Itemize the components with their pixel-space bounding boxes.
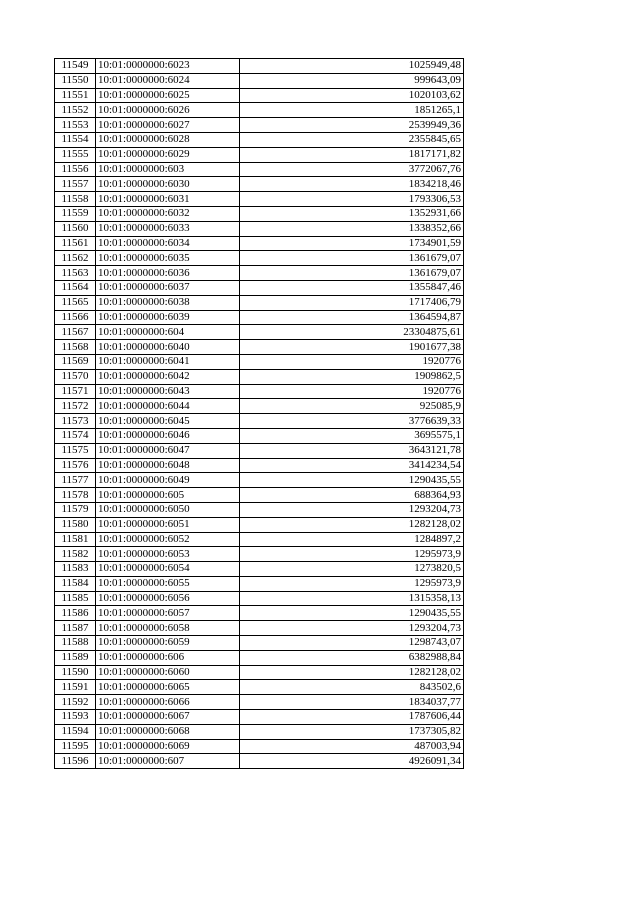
cadastral-value-cell: 1290435,55 xyxy=(240,473,464,488)
cadastral-value-cell: 1315358,13 xyxy=(240,591,464,606)
row-number-cell: 11554 xyxy=(55,132,96,147)
cadastral-number-cell: 10:01:0000000:6031 xyxy=(96,192,240,207)
cadastral-value-cell: 1298743,07 xyxy=(240,636,464,651)
row-number-cell: 11553 xyxy=(55,118,96,133)
row-number-cell: 11596 xyxy=(55,754,96,769)
table-row xyxy=(55,739,464,754)
cadastral-number-cell: 10:01:0000000:6049 xyxy=(96,473,240,488)
table-row xyxy=(55,710,464,725)
table-row xyxy=(55,88,464,103)
cadastral-number-cell: 10:01:0000000:6057 xyxy=(96,606,240,621)
row-number-cell: 11556 xyxy=(55,162,96,177)
cadastral-value-cell: 1352931,66 xyxy=(240,206,464,221)
table-row xyxy=(55,295,464,310)
cadastral-number-cell: 10:01:0000000:6023 xyxy=(96,59,240,74)
table-row xyxy=(55,562,464,577)
table-row xyxy=(55,280,464,295)
table-row xyxy=(55,73,464,88)
cadastral-number-cell: 10:01:0000000:6045 xyxy=(96,414,240,429)
table-row xyxy=(55,369,464,384)
table-row xyxy=(55,532,464,547)
row-number-cell: 11577 xyxy=(55,473,96,488)
table-row xyxy=(55,547,464,562)
cadastral-value-cell: 1817171,82 xyxy=(240,147,464,162)
cadastral-value-cell: 1338352,66 xyxy=(240,221,464,236)
cadastral-number-cell: 10:01:0000000:604 xyxy=(96,325,240,340)
row-number-cell: 11595 xyxy=(55,739,96,754)
cadastral-value-cell: 1282128,02 xyxy=(240,665,464,680)
row-number-cell: 11567 xyxy=(55,325,96,340)
cadastral-value-cell: 3776639,33 xyxy=(240,414,464,429)
cadastral-value-cell: 1717406,79 xyxy=(240,295,464,310)
table-row xyxy=(55,650,464,665)
cadastral-value-cell: 925085,9 xyxy=(240,399,464,414)
row-number-cell: 11570 xyxy=(55,369,96,384)
row-number-cell: 11551 xyxy=(55,88,96,103)
cadastral-number-cell: 10:01:0000000:6047 xyxy=(96,443,240,458)
row-number-cell: 11555 xyxy=(55,147,96,162)
table-row xyxy=(55,591,464,606)
row-number-cell: 11549 xyxy=(55,59,96,74)
table-row xyxy=(55,488,464,503)
row-number-cell: 11593 xyxy=(55,710,96,725)
row-number-cell: 11550 xyxy=(55,73,96,88)
row-number-cell: 11587 xyxy=(55,621,96,636)
row-number-cell: 11568 xyxy=(55,340,96,355)
table-row xyxy=(55,132,464,147)
cadastral-number-cell: 10:01:0000000:6036 xyxy=(96,266,240,281)
cadastral-number-cell: 10:01:0000000:6030 xyxy=(96,177,240,192)
row-number-cell: 11582 xyxy=(55,547,96,562)
cadastral-number-cell: 10:01:0000000:6035 xyxy=(96,251,240,266)
cadastral-value-cell: 3772067,76 xyxy=(240,162,464,177)
cadastral-value-cell: 3643121,78 xyxy=(240,443,464,458)
cadastral-value-cell: 688364,93 xyxy=(240,488,464,503)
cadastral-value-cell: 3695575,1 xyxy=(240,428,464,443)
row-number-cell: 11591 xyxy=(55,680,96,695)
cadastral-number-cell: 10:01:0000000:6044 xyxy=(96,399,240,414)
cadastral-number-cell: 10:01:0000000:6051 xyxy=(96,517,240,532)
row-number-cell: 11594 xyxy=(55,724,96,739)
row-number-cell: 11581 xyxy=(55,532,96,547)
table-row xyxy=(55,695,464,710)
table-row xyxy=(55,665,464,680)
cadastral-value-table xyxy=(54,58,464,769)
cadastral-value-cell: 1295973,9 xyxy=(240,547,464,562)
row-number-cell: 11586 xyxy=(55,606,96,621)
row-number-cell: 11573 xyxy=(55,414,96,429)
table-row xyxy=(55,621,464,636)
row-number-cell: 11558 xyxy=(55,192,96,207)
cadastral-number-cell: 10:01:0000000:6029 xyxy=(96,147,240,162)
cadastral-number-cell: 10:01:0000000:6037 xyxy=(96,280,240,295)
row-number-cell: 11574 xyxy=(55,428,96,443)
cadastral-value-cell: 1295973,9 xyxy=(240,576,464,591)
cadastral-number-cell: 10:01:0000000:6054 xyxy=(96,562,240,577)
table-row xyxy=(55,502,464,517)
row-number-cell: 11580 xyxy=(55,517,96,532)
cadastral-number-cell: 10:01:0000000:6041 xyxy=(96,354,240,369)
table-row xyxy=(55,310,464,325)
cadastral-value-cell: 6382988,84 xyxy=(240,650,464,665)
cadastral-number-cell: 10:01:0000000:6032 xyxy=(96,206,240,221)
cadastral-number-cell: 10:01:0000000:6060 xyxy=(96,665,240,680)
row-number-cell: 11566 xyxy=(55,310,96,325)
cadastral-value-cell: 1282128,02 xyxy=(240,517,464,532)
cadastral-number-cell: 10:01:0000000:6033 xyxy=(96,221,240,236)
cadastral-number-cell: 10:01:0000000:6028 xyxy=(96,132,240,147)
cadastral-number-cell: 10:01:0000000:603 xyxy=(96,162,240,177)
table-row xyxy=(55,236,464,251)
cadastral-number-cell: 10:01:0000000:6053 xyxy=(96,547,240,562)
table-row xyxy=(55,103,464,118)
cadastral-value-cell: 1834218,46 xyxy=(240,177,464,192)
table-row xyxy=(55,414,464,429)
table-row xyxy=(55,340,464,355)
cadastral-number-cell: 10:01:0000000:6055 xyxy=(96,576,240,591)
cadastral-value-cell: 1734901,59 xyxy=(240,236,464,251)
cadastral-number-cell: 10:01:0000000:607 xyxy=(96,754,240,769)
cadastral-number-cell: 10:01:0000000:6042 xyxy=(96,369,240,384)
row-number-cell: 11565 xyxy=(55,295,96,310)
cadastral-number-cell: 10:01:0000000:6039 xyxy=(96,310,240,325)
row-number-cell: 11572 xyxy=(55,399,96,414)
cadastral-number-cell: 10:01:0000000:6068 xyxy=(96,724,240,739)
cadastral-number-cell: 10:01:0000000:6046 xyxy=(96,428,240,443)
table-body xyxy=(55,59,464,769)
table-row xyxy=(55,606,464,621)
cadastral-number-cell: 10:01:0000000:6024 xyxy=(96,73,240,88)
row-number-cell: 11561 xyxy=(55,236,96,251)
cadastral-value-cell: 1361679,07 xyxy=(240,251,464,266)
table-row xyxy=(55,473,464,488)
table-row xyxy=(55,724,464,739)
table-row xyxy=(55,177,464,192)
cadastral-value-cell: 1364594,87 xyxy=(240,310,464,325)
cadastral-number-cell: 10:01:0000000:6034 xyxy=(96,236,240,251)
cadastral-value-cell: 1273820,5 xyxy=(240,562,464,577)
table-row xyxy=(55,458,464,473)
cadastral-value-cell: 1293204,73 xyxy=(240,621,464,636)
cadastral-number-cell: 10:01:0000000:6026 xyxy=(96,103,240,118)
table-row xyxy=(55,221,464,236)
cadastral-value-cell: 1834037,77 xyxy=(240,695,464,710)
cadastral-value-cell: 843502,6 xyxy=(240,680,464,695)
row-number-cell: 11579 xyxy=(55,502,96,517)
cadastral-number-cell: 10:01:0000000:6058 xyxy=(96,621,240,636)
table-row xyxy=(55,428,464,443)
cadastral-number-cell: 10:01:0000000:6027 xyxy=(96,118,240,133)
cadastral-number-cell: 10:01:0000000:6038 xyxy=(96,295,240,310)
row-number-cell: 11584 xyxy=(55,576,96,591)
cadastral-number-cell: 10:01:0000000:6025 xyxy=(96,88,240,103)
table-row xyxy=(55,680,464,695)
cadastral-value-cell: 1290435,55 xyxy=(240,606,464,621)
cadastral-value-cell: 1901677,38 xyxy=(240,340,464,355)
table-row xyxy=(55,251,464,266)
cadastral-number-cell: 10:01:0000000:606 xyxy=(96,650,240,665)
cadastral-number-cell: 10:01:0000000:6052 xyxy=(96,532,240,547)
table-row xyxy=(55,517,464,532)
cadastral-number-cell: 10:01:0000000:6048 xyxy=(96,458,240,473)
table-row xyxy=(55,443,464,458)
table-row xyxy=(55,59,464,74)
table-row xyxy=(55,636,464,651)
cadastral-value-cell: 1284897,2 xyxy=(240,532,464,547)
row-number-cell: 11557 xyxy=(55,177,96,192)
row-number-cell: 11564 xyxy=(55,280,96,295)
cadastral-value-cell: 2539949,36 xyxy=(240,118,464,133)
cadastral-number-cell: 10:01:0000000:6059 xyxy=(96,636,240,651)
cadastral-number-cell: 10:01:0000000:6056 xyxy=(96,591,240,606)
cadastral-value-cell: 1793306,53 xyxy=(240,192,464,207)
row-number-cell: 11571 xyxy=(55,384,96,399)
cadastral-value-cell: 23304875,61 xyxy=(240,325,464,340)
row-number-cell: 11576 xyxy=(55,458,96,473)
row-number-cell: 11592 xyxy=(55,695,96,710)
cadastral-number-cell: 10:01:0000000:6040 xyxy=(96,340,240,355)
row-number-cell: 11585 xyxy=(55,591,96,606)
table-row xyxy=(55,266,464,281)
cadastral-value-cell: 1293204,73 xyxy=(240,502,464,517)
cadastral-number-cell: 10:01:0000000:6069 xyxy=(96,739,240,754)
cadastral-number-cell: 10:01:0000000:605 xyxy=(96,488,240,503)
row-number-cell: 11560 xyxy=(55,221,96,236)
cadastral-number-cell: 10:01:0000000:6043 xyxy=(96,384,240,399)
table-row xyxy=(55,576,464,591)
cadastral-value-cell: 1361679,07 xyxy=(240,266,464,281)
row-number-cell: 11569 xyxy=(55,354,96,369)
cadastral-value-cell: 999643,09 xyxy=(240,73,464,88)
row-number-cell: 11590 xyxy=(55,665,96,680)
table-row xyxy=(55,354,464,369)
cadastral-value-cell: 3414234,54 xyxy=(240,458,464,473)
cadastral-value-cell: 1737305,82 xyxy=(240,724,464,739)
cadastral-value-cell: 1909862,5 xyxy=(240,369,464,384)
cadastral-value-cell: 1355847,46 xyxy=(240,280,464,295)
row-number-cell: 11588 xyxy=(55,636,96,651)
table-row xyxy=(55,754,464,769)
cadastral-value-cell: 1020103,62 xyxy=(240,88,464,103)
cadastral-number-cell: 10:01:0000000:6066 xyxy=(96,695,240,710)
table-row xyxy=(55,192,464,207)
cadastral-value-cell: 4926091,34 xyxy=(240,754,464,769)
cadastral-value-cell: 1920776 xyxy=(240,384,464,399)
row-number-cell: 11559 xyxy=(55,206,96,221)
row-number-cell: 11583 xyxy=(55,562,96,577)
table-row xyxy=(55,206,464,221)
table-row xyxy=(55,399,464,414)
table-row xyxy=(55,384,464,399)
cadastral-number-cell: 10:01:0000000:6065 xyxy=(96,680,240,695)
cadastral-number-cell: 10:01:0000000:6050 xyxy=(96,502,240,517)
table-row xyxy=(55,325,464,340)
cadastral-value-cell: 2355845,65 xyxy=(240,132,464,147)
row-number-cell: 11552 xyxy=(55,103,96,118)
cadastral-value-cell: 487003,94 xyxy=(240,739,464,754)
row-number-cell: 11578 xyxy=(55,488,96,503)
cadastral-value-cell: 1787606,44 xyxy=(240,710,464,725)
table-row xyxy=(55,147,464,162)
table-row xyxy=(55,118,464,133)
row-number-cell: 11589 xyxy=(55,650,96,665)
cadastral-value-cell: 1920776 xyxy=(240,354,464,369)
cadastral-value-cell: 1851265,1 xyxy=(240,103,464,118)
table-row xyxy=(55,162,464,177)
cadastral-number-cell: 10:01:0000000:6067 xyxy=(96,710,240,725)
row-number-cell: 11562 xyxy=(55,251,96,266)
row-number-cell: 11563 xyxy=(55,266,96,281)
cadastral-value-cell: 1025949,48 xyxy=(240,59,464,74)
row-number-cell: 11575 xyxy=(55,443,96,458)
